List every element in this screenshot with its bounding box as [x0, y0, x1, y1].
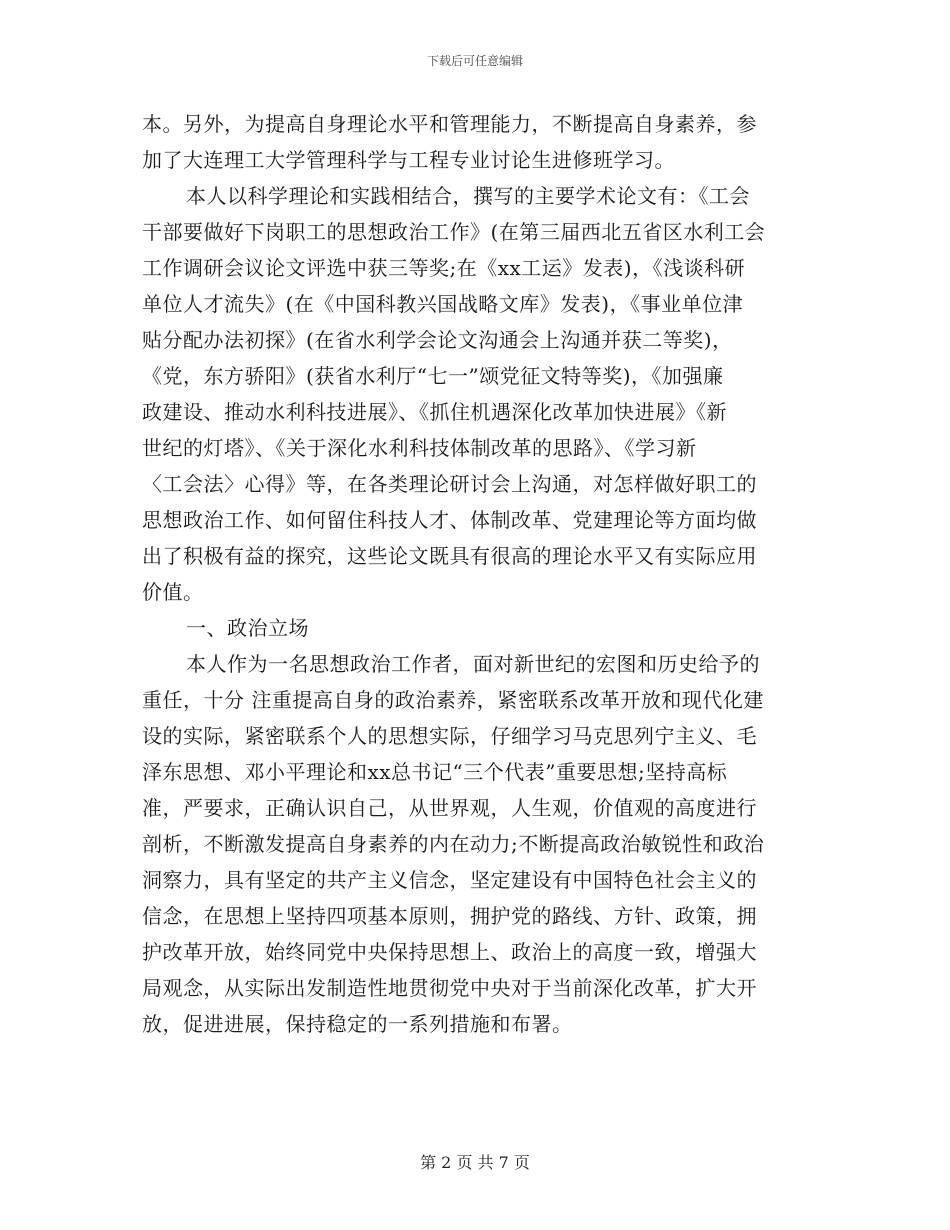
text-line: 贴分配办法初探》(在省水利学会论文沟通会上沟通并获二等奖)， [142, 328, 733, 352]
text-line: 工作调研会议论文评选中获三等奖;在《xx工运》发表)，《浅谈科研 [142, 256, 746, 280]
paragraph-start-line: 本人作为一名思想政治工作者，面对新世纪的宏图和历史给予的 [186, 652, 760, 676]
text-line: 信念，在思想上坚持四项基本原则，拥护党的路线、方针、政策，拥 [142, 904, 757, 928]
text-line: 价值。 [142, 580, 204, 604]
text-line: 思想政治工作、如何留住科技人才、体制改革、党建理论等方面均做 [142, 508, 757, 532]
text-line: 洞察力，具有坚定的共产主义信念，坚定建设有中国特色社会主义的 [142, 868, 757, 892]
text-line: 政建设、推动水利科技进展》、《抓住机遇深化改革加快进展》《新 [142, 400, 727, 424]
text-line: 干部要做好下岗职工的思想政治工作》(在第三届西北五省区水利工会 [142, 220, 766, 244]
text-line: 本。另外，为提高自身理论水平和管理能力，不断提高自身素养，参 [142, 112, 757, 136]
page-number: 第 2 页 共 7 页 [420, 1153, 530, 1172]
text-line: 重任，十分 注重提高自身的政治素养，紧密联系改革开放和现代化建 [142, 688, 764, 712]
text-line: 护改革开放，始终同党中央保持思想上、政治上的高度一致，增强大 [142, 940, 757, 964]
text-line: 放，促进进展，保持稳定的一系列措施和布署。 [142, 1012, 573, 1036]
text-line: 剖析，不断激发提高自身素养的内在动力;不断提高政治敏锐性和政治 [142, 832, 765, 856]
page-header: 下载后可任意编辑 [426, 54, 523, 68]
section-heading: 一、政治立场 [186, 616, 309, 640]
text-line: 出了积极有益的探究，这些论文既具有很高的理论水平又有实际应用 [142, 544, 757, 568]
text-line: 《党，东方骄阳》(获省水利厅“七一”颂党征文特等奖)，《加强廉 [142, 364, 724, 388]
text-line: 〈工会法〉心得》等，在各类理论研讨会上沟通，对怎样做好职工的 [142, 472, 757, 496]
text-line: 准，严要求，正确认识自己，从世界观，人生观，价值观的高度进行 [142, 796, 757, 820]
text-line: 泽东思想、邓小平理论和xx总书记“三个代表”重要思想;坚持高标 [142, 760, 728, 784]
text-line: 单位人才流失》(在《中国科教兴国战略文库》发表)，《事业单位津 [142, 292, 744, 316]
document-body [142, 106, 812, 1042]
text-line: 世纪的灯塔》、《关于深化水利科技体制改革的思路》、《学习新 [142, 436, 697, 460]
text-line: 设的实际，紧密联系个人的思想实际，仔细学习马克思列宁主义、毛 [142, 724, 757, 748]
text-line: 局观念，从实际出发制造性地贯彻党中央对于当前深化改革，扩大开 [142, 976, 757, 1000]
paragraph-start-line: 本人以科学理论和实践相结合，撰写的主要学术论文有：《工会 [186, 184, 750, 208]
text-line: 加了大连理工大学管理科学与工程专业讨论生进修班学习。 [142, 148, 675, 172]
